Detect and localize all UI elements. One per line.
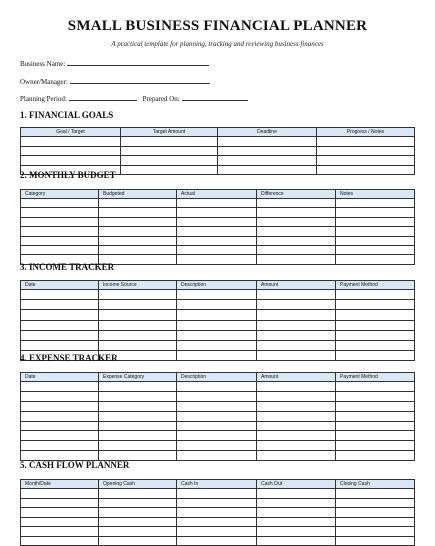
table-row — [21, 300, 415, 310]
table-cell[interactable] — [336, 527, 415, 537]
table-cell[interactable] — [21, 245, 99, 254]
page-subtitle: A practical template for planning, tracking and reviewing business finances — [111, 40, 324, 48]
table-row — [21, 536, 415, 546]
table-header-row — [21, 373, 415, 382]
table-cell[interactable] — [99, 391, 177, 401]
table-cell[interactable] — [21, 310, 99, 320]
table-row — [21, 441, 415, 451]
table-cell[interactable] — [21, 146, 121, 156]
table-cell[interactable] — [99, 527, 177, 537]
column-header: Payment Method — [336, 373, 415, 382]
table-cell[interactable] — [99, 517, 177, 527]
cash-flow-planner-table — [20, 479, 415, 546]
table-cell[interactable] — [99, 340, 177, 350]
table-cell[interactable] — [121, 156, 218, 166]
table-cell[interactable] — [336, 236, 415, 245]
table-cell[interactable] — [21, 441, 99, 451]
table-cell[interactable] — [177, 208, 257, 217]
table-cell[interactable] — [336, 255, 415, 264]
column-header: Amount — [257, 281, 336, 290]
table-cell[interactable] — [177, 508, 257, 518]
table-cell[interactable] — [257, 391, 336, 401]
table-cell[interactable] — [99, 227, 177, 236]
table-cell[interactable] — [21, 227, 99, 236]
table-cell[interactable] — [177, 441, 257, 451]
table-cell[interactable] — [21, 489, 99, 499]
owner-manager-label: Owner/Manager: — [20, 78, 68, 86]
income-tracker-table — [20, 280, 415, 361]
table-cell[interactable] — [336, 290, 415, 300]
expense-tracker-heading: 4. EXPENSE TRACKER — [20, 353, 118, 363]
table-cell[interactable] — [177, 421, 257, 431]
monthly-budget-table — [20, 189, 415, 265]
table-cell[interactable] — [121, 146, 218, 156]
table-cell[interactable] — [99, 508, 177, 518]
table-cell[interactable] — [257, 489, 336, 499]
table-cell[interactable] — [21, 290, 99, 300]
table-cell[interactable] — [21, 382, 99, 392]
table-cell[interactable] — [99, 245, 177, 254]
planning-period-label: Planning Period: — [20, 95, 67, 103]
table-cell[interactable] — [336, 208, 415, 217]
table-cell[interactable] — [21, 208, 99, 217]
table-cell[interactable] — [99, 290, 177, 300]
owner-manager-input-line[interactable] — [70, 76, 210, 84]
column-header: Category — [21, 190, 99, 199]
column-header: Payment Method — [336, 281, 415, 290]
table-cell[interactable] — [336, 498, 415, 508]
table-cell[interactable] — [177, 517, 257, 527]
table-row — [21, 199, 415, 208]
table-cell[interactable] — [257, 208, 336, 217]
table-cell[interactable] — [257, 310, 336, 320]
table-cell[interactable] — [177, 351, 257, 361]
table-row — [21, 208, 415, 217]
table-cell[interactable] — [336, 441, 415, 451]
table-cell[interactable] — [336, 351, 415, 361]
table-cell[interactable] — [21, 411, 99, 421]
column-header: Notes — [336, 190, 415, 199]
table-cell[interactable] — [257, 517, 336, 527]
column-header: Difference — [257, 190, 336, 199]
column-header: Expense Category — [99, 373, 177, 382]
column-header: Month/Date — [21, 480, 99, 489]
table-cell[interactable] — [99, 310, 177, 320]
table-cell[interactable] — [336, 340, 415, 350]
table-cell[interactable] — [21, 156, 121, 166]
table-cell[interactable] — [257, 330, 336, 340]
table-cell[interactable] — [336, 320, 415, 330]
table-cell[interactable] — [99, 411, 177, 421]
table-cell[interactable] — [177, 290, 257, 300]
table-cell[interactable] — [99, 300, 177, 310]
table-cell[interactable] — [218, 146, 317, 156]
column-header: Cash In — [177, 480, 257, 489]
table-row — [21, 498, 415, 508]
table-cell[interactable] — [177, 498, 257, 508]
table-cell[interactable] — [336, 310, 415, 320]
table-row — [21, 290, 415, 300]
table-cell[interactable] — [257, 227, 336, 236]
table-cell[interactable] — [99, 199, 177, 208]
table-cell[interactable] — [336, 411, 415, 421]
table-cell[interactable] — [336, 536, 415, 546]
table-row — [21, 236, 415, 245]
table-cell[interactable] — [177, 255, 257, 264]
column-header: Description — [177, 373, 257, 382]
table-row — [21, 227, 415, 236]
table-cell[interactable] — [99, 382, 177, 392]
table-cell[interactable] — [99, 401, 177, 411]
table-cell[interactable] — [257, 290, 336, 300]
table-row — [21, 320, 415, 330]
table-cell[interactable] — [257, 351, 336, 361]
table-cell[interactable] — [177, 451, 257, 461]
table-cell[interactable] — [177, 227, 257, 236]
table-cell[interactable] — [177, 340, 257, 350]
table-cell[interactable] — [99, 330, 177, 340]
table-cell[interactable] — [336, 382, 415, 392]
table-cell[interactable] — [177, 401, 257, 411]
table-cell[interactable] — [257, 441, 336, 451]
table-cell[interactable] — [336, 227, 415, 236]
table-cell[interactable] — [336, 451, 415, 461]
table-cell[interactable] — [21, 217, 99, 226]
table-cell[interactable] — [257, 300, 336, 310]
table-row — [21, 517, 415, 527]
table-cell[interactable] — [99, 431, 177, 441]
financial-goals-heading: 1. FINANCIAL GOALS — [20, 110, 114, 120]
column-header: Progress / Notes — [317, 128, 415, 137]
business-name-label: Business Name: — [20, 60, 66, 68]
table-cell[interactable] — [257, 199, 336, 208]
column-header: Opening Cash — [99, 480, 177, 489]
column-header: Cash Out — [257, 480, 336, 489]
table-cell[interactable] — [257, 245, 336, 254]
table-row — [21, 489, 415, 499]
table-cell[interactable] — [336, 421, 415, 431]
column-header: Closing Cash — [336, 480, 415, 489]
financial-goals-table — [20, 127, 415, 175]
table-cell[interactable] — [99, 498, 177, 508]
monthly-budget-heading: 2. MONTHLY BUDGET — [20, 170, 116, 180]
column-header: Income Source — [99, 281, 177, 290]
table-cell[interactable] — [21, 401, 99, 411]
table-cell[interactable] — [257, 236, 336, 245]
table-cell[interactable] — [257, 411, 336, 421]
table-cell[interactable] — [177, 411, 257, 421]
planning-period-field — [20, 93, 248, 103]
table-cell[interactable] — [99, 489, 177, 499]
table-row — [21, 156, 415, 166]
table-row — [21, 401, 415, 411]
table-cell[interactable] — [336, 508, 415, 518]
table-cell[interactable] — [21, 536, 99, 546]
expense-tracker-table — [20, 372, 415, 461]
column-header: Description — [177, 281, 257, 290]
table-header-row — [21, 128, 415, 137]
planning-period-input-line[interactable] — [69, 93, 137, 101]
table-cell[interactable] — [99, 208, 177, 217]
business-name-input-line[interactable] — [67, 58, 209, 66]
table-row — [21, 411, 415, 421]
table-cell[interactable] — [257, 527, 336, 537]
table-cell[interactable] — [21, 391, 99, 401]
table-cell[interactable] — [21, 421, 99, 431]
column-header: Goal / Target — [21, 128, 121, 137]
table-cell[interactable] — [21, 330, 99, 340]
table-cell[interactable] — [21, 508, 99, 518]
table-cell[interactable] — [21, 199, 99, 208]
table-cell[interactable] — [336, 431, 415, 441]
table-cell[interactable] — [257, 217, 336, 226]
table-cell[interactable] — [21, 137, 121, 147]
table-cell[interactable] — [177, 330, 257, 340]
table-cell[interactable] — [21, 340, 99, 350]
table-cell[interactable] — [257, 508, 336, 518]
table-row — [21, 527, 415, 537]
page-title: SMALL BUSINESS FINANCIAL PLANNER — [67, 18, 368, 34]
table-cell[interactable] — [218, 156, 317, 166]
column-header: Deadline — [218, 128, 317, 137]
column-header: Date — [21, 373, 99, 382]
table-cell[interactable] — [177, 320, 257, 330]
column-header: Amount — [257, 373, 336, 382]
table-cell[interactable] — [177, 536, 257, 546]
prepared-on-label: Prepared On: — [142, 95, 180, 103]
table-cell[interactable] — [336, 391, 415, 401]
column-header: Date — [21, 281, 99, 290]
table-cell[interactable] — [121, 137, 218, 147]
table-cell[interactable] — [257, 451, 336, 461]
table-cell[interactable] — [218, 137, 317, 147]
table-cell[interactable] — [336, 300, 415, 310]
table-cell[interactable] — [317, 137, 415, 147]
income-tracker-heading: 3. INCOME TRACKER — [20, 262, 115, 272]
table-row — [21, 508, 415, 518]
table-cell[interactable] — [257, 382, 336, 392]
table-row — [21, 137, 415, 147]
table-cell[interactable] — [21, 300, 99, 310]
table-cell[interactable] — [99, 536, 177, 546]
table-row — [21, 310, 415, 320]
table-cell[interactable] — [317, 146, 415, 156]
column-header: Target Amount — [121, 128, 218, 137]
table-cell[interactable] — [336, 217, 415, 226]
table-cell[interactable] — [336, 489, 415, 499]
table-cell[interactable] — [99, 217, 177, 226]
table-cell[interactable] — [177, 382, 257, 392]
table-row — [21, 217, 415, 226]
table-row — [21, 340, 415, 350]
column-header: Actual — [177, 190, 257, 199]
table-cell[interactable] — [177, 236, 257, 245]
table-cell[interactable] — [257, 498, 336, 508]
cash-flow-planner-heading: 5. CASH FLOW PLANNER — [20, 460, 130, 470]
table-row — [21, 330, 415, 340]
table-cell[interactable] — [21, 527, 99, 537]
column-header: Budgeted — [99, 190, 177, 199]
table-cell[interactable] — [257, 421, 336, 431]
table-cell[interactable] — [218, 165, 317, 175]
table-cell[interactable] — [336, 199, 415, 208]
business-name-field — [20, 58, 209, 68]
table-cell[interactable] — [177, 391, 257, 401]
table-cell[interactable] — [21, 498, 99, 508]
table-cell[interactable] — [177, 310, 257, 320]
table-cell[interactable] — [177, 245, 257, 254]
table-row — [21, 391, 415, 401]
table-cell[interactable] — [21, 236, 99, 245]
table-cell[interactable] — [21, 431, 99, 441]
table-cell[interactable] — [336, 245, 415, 254]
table-header-row — [21, 281, 415, 290]
table-cell[interactable] — [177, 300, 257, 310]
table-cell[interactable] — [257, 536, 336, 546]
table-cell[interactable] — [177, 431, 257, 441]
table-cell[interactable] — [177, 217, 257, 226]
table-row — [21, 431, 415, 441]
table-cell[interactable] — [177, 489, 257, 499]
table-cell[interactable] — [21, 320, 99, 330]
table-cell[interactable] — [99, 320, 177, 330]
table-cell[interactable] — [257, 431, 336, 441]
table-row — [21, 421, 415, 431]
prepared-on-input-line[interactable] — [182, 93, 248, 101]
table-cell[interactable] — [177, 199, 257, 208]
table-cell[interactable] — [257, 320, 336, 330]
table-cell[interactable] — [99, 421, 177, 431]
table-row — [21, 382, 415, 392]
table-cell[interactable] — [99, 441, 177, 451]
table-cell[interactable] — [336, 517, 415, 527]
table-cell[interactable] — [257, 340, 336, 350]
table-row — [21, 146, 415, 156]
table-cell[interactable] — [177, 527, 257, 537]
table-cell[interactable] — [257, 255, 336, 264]
table-cell[interactable] — [336, 401, 415, 411]
table-cell[interactable] — [317, 165, 415, 175]
table-cell[interactable] — [317, 156, 415, 166]
table-cell[interactable] — [257, 401, 336, 411]
table-header-row — [21, 480, 415, 489]
table-cell[interactable] — [121, 165, 218, 175]
table-row — [21, 245, 415, 254]
table-cell[interactable] — [21, 517, 99, 527]
table-header-row — [21, 190, 415, 199]
table-cell[interactable] — [336, 330, 415, 340]
table-cell[interactable] — [99, 236, 177, 245]
owner-manager-field — [20, 76, 210, 86]
